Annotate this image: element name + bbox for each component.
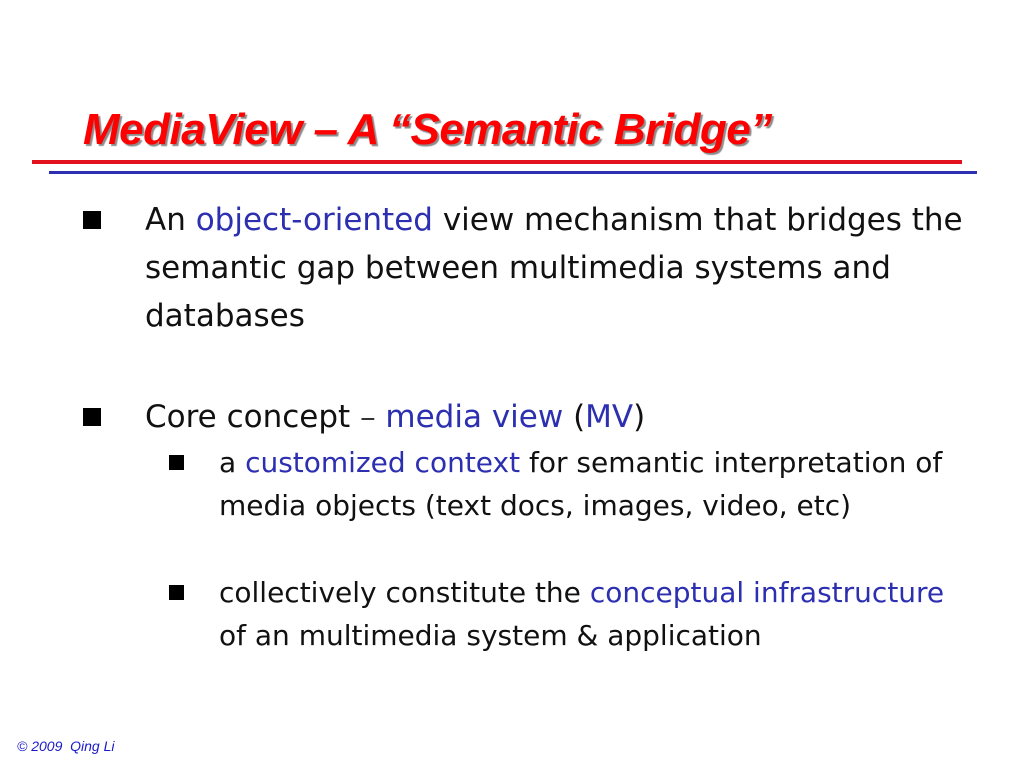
text-run: collectively constitute the bbox=[219, 576, 590, 609]
subbullet-text bbox=[219, 446, 942, 522]
en-dash: – bbox=[360, 399, 376, 435]
text-run: ) bbox=[633, 399, 646, 435]
text-run: ( bbox=[563, 399, 586, 435]
copyright-footer: © 2009 Qing Li bbox=[17, 738, 115, 754]
subbullet-customized-context bbox=[219, 441, 979, 527]
subbullet-text bbox=[219, 576, 944, 652]
text-run: Core concept bbox=[145, 399, 361, 435]
square-subbullet-icon bbox=[169, 585, 184, 600]
bullet-object-oriented-view bbox=[145, 196, 965, 340]
highlight-customized-context: customized context bbox=[245, 446, 521, 479]
highlight-conceptual-infrastructure: conceptual infrastructure bbox=[589, 576, 945, 609]
bullet-text bbox=[145, 399, 645, 435]
square-bullet-icon bbox=[83, 408, 101, 426]
slide-title: MediaView – A “Semantic Bridge” bbox=[83, 105, 772, 154]
text-run: An bbox=[145, 202, 196, 238]
square-bullet-icon bbox=[83, 211, 101, 229]
text-run: of an multimedia system & application bbox=[219, 619, 762, 652]
text-run: a bbox=[219, 446, 246, 479]
text-run: for semantic interpretation of media objects (text docs, images, video, etc) bbox=[219, 446, 943, 522]
highlight-mv: MV bbox=[585, 399, 634, 435]
subbullet-conceptual-infrastructure bbox=[219, 571, 979, 657]
bullet-core-concept bbox=[145, 393, 965, 441]
text-run: view mechanism that bridges the semantic gap between multimedia systems and databases bbox=[145, 202, 963, 334]
bullet-text bbox=[145, 202, 963, 334]
highlight-object-oriented: object-oriented bbox=[195, 202, 433, 238]
square-subbullet-icon bbox=[169, 455, 184, 470]
highlight-media-view: media view bbox=[375, 399, 564, 435]
